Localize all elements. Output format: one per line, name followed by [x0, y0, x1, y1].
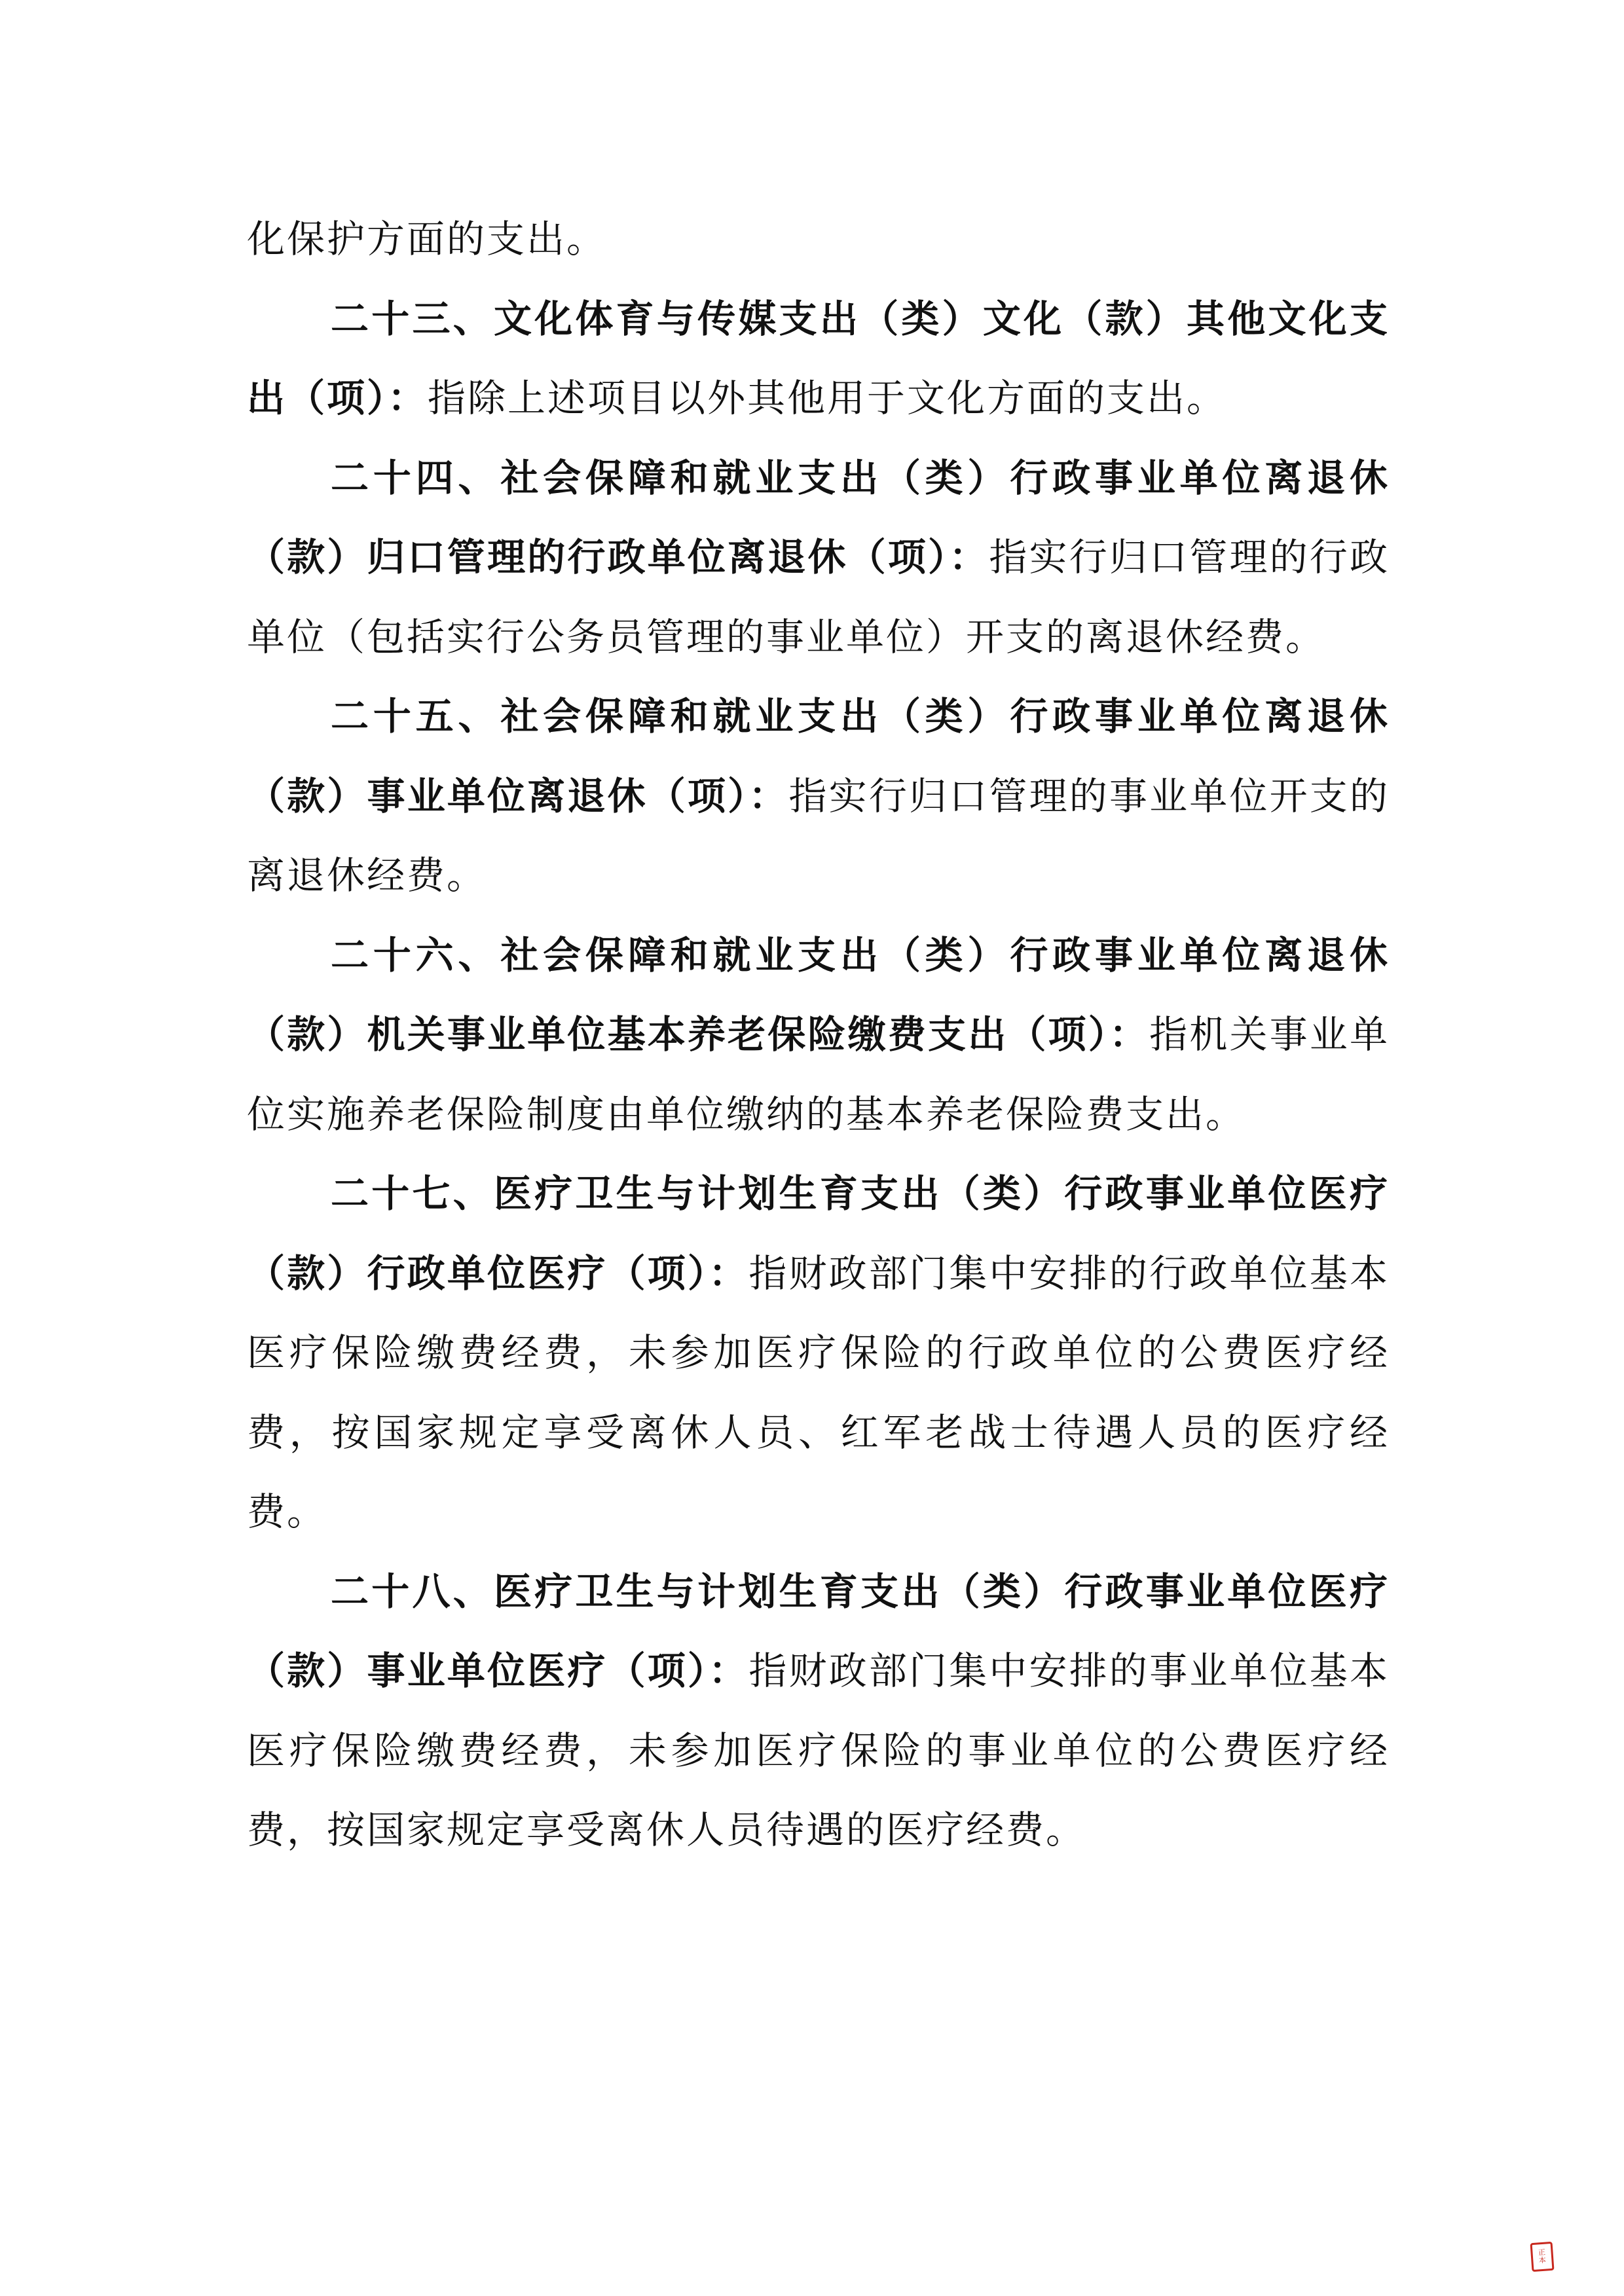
- paragraph-heading: 二十三、文化体育与传媒支出（类）文化（款）其他文化支出（项）：: [247, 296, 1390, 420]
- paragraph-heading: 二十八、医疗卫生与计划生育支出（类）行政事业单位医疗（款）事业单位医疗（项）：: [247, 1569, 1390, 1693]
- paragraph-text: 指机关事业单位实施养老保险制度由单位缴纳的基本养老保险费支出。: [247, 1012, 1390, 1137]
- paragraph-27: [247, 1154, 1390, 1552]
- paragraph-heading: 二十六、社会保障和就业支出（类）行政事业单位离退休（款）机关事业单位基本养老保险缴费支出（项）：: [247, 932, 1390, 1057]
- paragraph-text: 指财政部门集中安排的行政单位基本医疗保险缴费经费，未参加医疗保险的行政单位的公费医疗经费，按国家规定享受离休人员、红军老战士待遇人员的医疗经费。: [247, 1250, 1390, 1534]
- seal-char: 本: [1538, 2255, 1547, 2265]
- paragraph-23: [247, 280, 1390, 439]
- paragraph-text: 指财政部门集中安排的事业单位基本医疗保险缴费经费，未参加医疗保险的事业单位的公费医疗经费，按国家规定享受离休人员待遇的医疗经费。: [247, 1649, 1390, 1852]
- red-seal-stamp: [1530, 2242, 1555, 2272]
- paragraph-25: [247, 677, 1390, 916]
- paragraph-22-continuation: [247, 200, 1390, 280]
- paragraph-heading: 二十七、医疗卫生与计划生育支出（类）行政事业单位医疗（款）行政单位医疗（项）：: [247, 1171, 1390, 1296]
- paragraph-heading: 二十五、社会保障和就业支出（类）行政事业单位离退休（款）事业单位离退休（项）：: [247, 694, 1390, 818]
- paragraph-text: 指实行归口管理的行政单位（包括实行公务员管理的事业单位）开支的离退休经费。: [247, 535, 1390, 659]
- paragraph-28: [247, 1552, 1390, 1870]
- paragraph-heading: 二十四、社会保障和就业支出（类）行政事业单位离退休（款）归口管理的行政单位离退休（项）：: [247, 455, 1390, 579]
- paragraph-text: 化保护方面的支出。: [247, 217, 607, 261]
- paragraph-text: 指实行归口管理的事业单位开支的离退休经费。: [247, 773, 1390, 898]
- seal-char: 正: [1538, 2248, 1546, 2257]
- document-body: [247, 200, 1390, 1870]
- paragraph-text: 指除上述项目以外其他用于文化方面的支出。: [428, 376, 1227, 420]
- paragraph-24: [247, 439, 1390, 678]
- paragraph-26: [247, 916, 1390, 1155]
